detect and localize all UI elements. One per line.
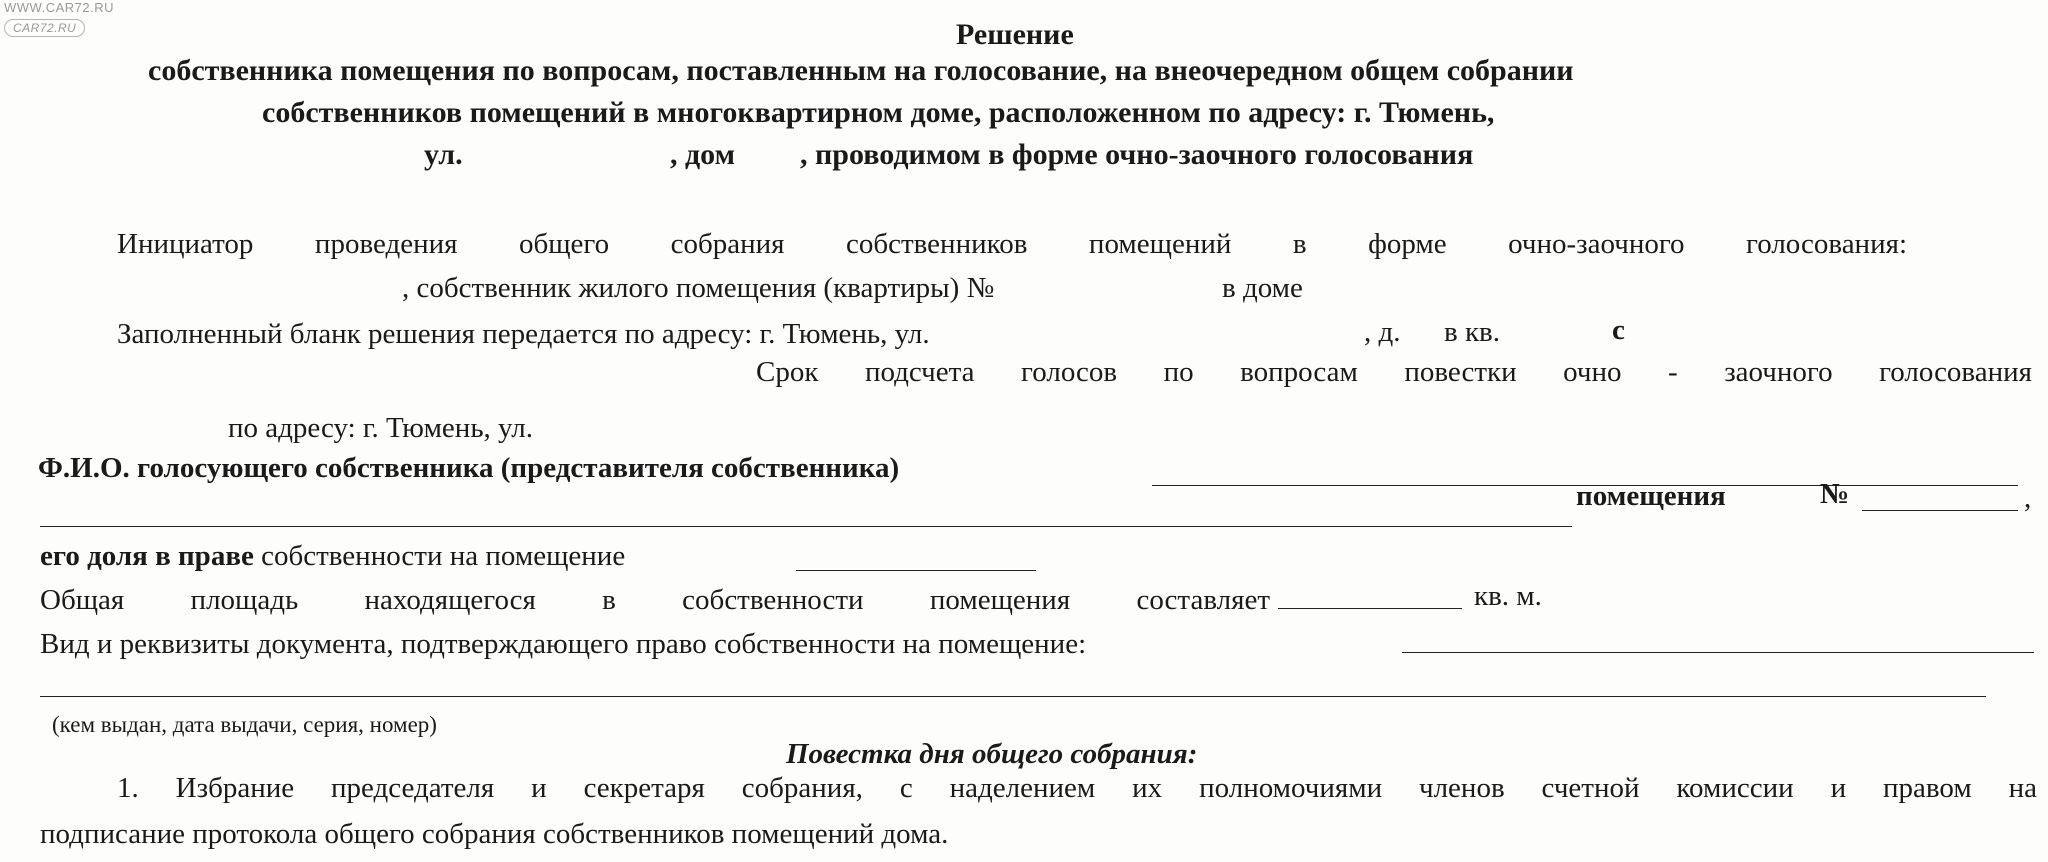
document-label: Вид и реквизиты документа, подтверждающего право собственности на помещение:	[40, 628, 1087, 660]
document-title: Решение	[956, 18, 1074, 51]
premises-number-line[interactable]	[1862, 510, 2018, 511]
fio-continuation-line[interactable]	[40, 526, 1572, 527]
delivery-house: , д.	[1364, 316, 1401, 348]
initiator-line-1: Инициатор проведения общего собрания собственников помещений в форме очно-заочного голосования:	[117, 228, 1907, 260]
agenda-title: Повестка дня общего собрания:	[786, 738, 1198, 770]
agenda-item-1-line-2: подписание протокола общего собрания собственников помещений дома.	[40, 818, 949, 850]
heading-line-1: собственника помещения по вопросам, поставленным на голосование, на внеочередном общем собрании	[148, 54, 1574, 87]
document-hint: (кем выдан, дата выдачи, серия, номер)	[52, 712, 437, 737]
heading-line-2: собственников помещений в многоквартирном доме, расположенном по адресу: г. Тюмень,	[262, 96, 1495, 129]
watermark-site: WWW.CAR72.RU	[4, 0, 114, 15]
share-row	[40, 540, 625, 573]
watermark-logo: CAR72.RU	[4, 19, 85, 37]
share-input-line[interactable]	[796, 570, 1036, 571]
heading-street-prefix: ул.	[424, 138, 463, 171]
watermark	[4, 0, 114, 37]
share-rest-label: собственности на помещение	[261, 540, 626, 572]
premises-comma: ,	[2024, 482, 2032, 514]
deadline-line-2: по адресу: г. Тюмень, ул.	[228, 412, 533, 444]
delivery-address: Заполненный бланк решения передается по адресу: г. Тюмень, ул.	[117, 318, 930, 350]
initiator-line-2b: в доме	[1222, 272, 1303, 304]
fio-label: Ф.И.О. голосующего собственника (представителя собственника)	[38, 452, 900, 484]
area-input-line[interactable]	[1278, 608, 1462, 609]
premises-number-sign: №	[1820, 478, 1850, 510]
document-continuation-line[interactable]	[40, 696, 1986, 697]
delivery-from: с	[1612, 314, 1625, 346]
delivery-apartment: в кв.	[1444, 316, 1500, 348]
area-unit: кв. м.	[1474, 580, 1542, 612]
premises-label: помещения	[1576, 480, 1726, 512]
share-bold-label: его доля в праве	[40, 540, 254, 572]
heading-line-3-rest: , проводимом в форме очно-заочного голосования	[800, 138, 1474, 171]
document-input-line[interactable]	[1402, 652, 2034, 653]
heading-house-part: , дом	[670, 138, 736, 171]
agenda-item-1-line-1: 1. Избрание председателя и секретаря собрания, с наделением их полномочиями членов счетной комиссии и правом на	[117, 772, 2037, 804]
deadline-line-1: Срок подсчета голосов по вопросам повестки очно - заочного голосования	[756, 356, 2032, 388]
initiator-line-2a: , собственник жилого помещения (квартиры) №	[402, 272, 995, 304]
area-label: Общая площадь находящегося в собственности помещения составляет	[40, 584, 1270, 616]
